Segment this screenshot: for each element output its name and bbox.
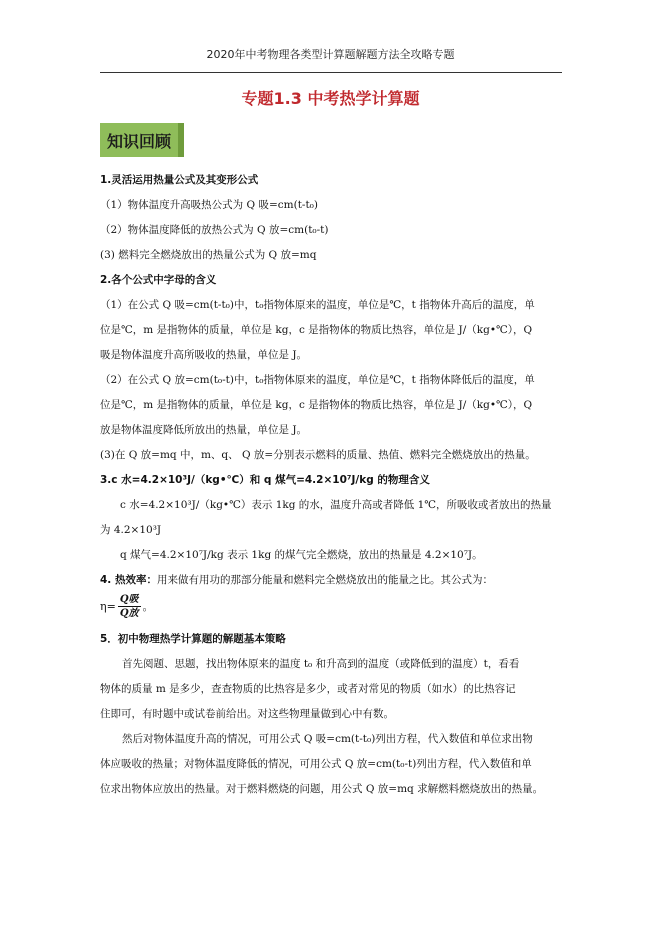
formula-denominator: Q放 — [119, 607, 139, 619]
section-label-box — [100, 123, 184, 157]
formula-item: （1）物体温度升高吸热公式为 Q 吸=cm(t-t₀) — [100, 199, 318, 211]
formula-lhs: η= — [100, 599, 116, 613]
paragraph-line: 位是℃，m 是指物体的质量，单位是 kg，c 是指物体的物质比热容，单位是 J/（kg•℃），Q — [100, 399, 533, 411]
content-body — [100, 172, 562, 798]
formula-numerator: Q吸 — [119, 593, 139, 605]
paragraph-line: (3)在 Q 放=mq 中，m、q、 Q 放=分别表示燃料的质量、热值、燃料完全燃烧放出的热量。 — [100, 449, 536, 461]
heading-4-text: 用来做有用功的那部分能量和燃料完全燃烧放出的能量之比。其公式为： — [156, 574, 493, 586]
paragraph-line: 首先阅题、思题，找出物体原来的温度 t₀ 和升高到的温度（或降低到的温度）t，看看 — [122, 658, 520, 670]
heading-3: 3.c 水=4.2×10³J/（kg•℃）和 q 煤气=4.2×10⁷J/kg 的物理含义 — [100, 474, 430, 486]
paragraph-line: 位求出物体应放出的热量。对于燃料燃烧的问题，用公式 Q 放=mq 求解燃料燃烧放出的热量。 — [100, 783, 544, 795]
paragraph-line: 体应吸收的热量；对物体温度降低的情况，可用公式 Q 放=cm(t₀-t)列出方程，代入数值和单 — [100, 758, 532, 770]
paragraph-line: （2）在公式 Q 放=cm(t₀-t)中，t₀指物体原来的温度，单位是℃，t 指物体降低后的温度，单 — [100, 374, 535, 386]
paragraph-line: 然后对物体温度升高的情况，可用公式 Q 吸=cm(t-t₀)列出方程，代入数值和单位求出物 — [122, 733, 533, 745]
formula-item: （2）物体温度降低的放热公式为 Q 放=cm(t₀-t) — [100, 224, 329, 236]
page-title: 专题1.3 中考热学计算题 — [241, 89, 420, 108]
heading-1: 1.灵活运用热量公式及其变形公式 — [100, 174, 259, 186]
heading-2: 2.各个公式中字母的含义 — [100, 274, 217, 286]
heading-4-label: 4. 热效率： — [100, 574, 157, 586]
header-divider — [100, 72, 562, 73]
paragraph-line: q 煤气=4.2×10⁷J/kg 表示 1kg 的煤气完全燃烧，放出的热量是 4.2×10⁷J。 — [120, 549, 483, 561]
paragraph-line: c 水=4.2×10³J/（kg•℃）表示 1kg 的水，温度升高或者降低 1℃，所吸收或者放出的热量 — [120, 499, 552, 511]
paragraph-line: 放是物体温度降低所放出的热量，单位是 J。 — [100, 424, 308, 436]
formula-tail: 。 — [142, 599, 154, 613]
paragraph-line: （1）在公式 Q 吸=cm(t-t₀)中，t₀指物体原来的温度，单位是℃，t 指物体升高后的温度，单 — [100, 299, 535, 311]
running-header: 2020年中考物理各类型计算题解题方法全攻略专题 — [206, 48, 455, 61]
heading-5: 5．初中物理热学计算题的解题基本策略 — [100, 633, 286, 645]
section-label: 知识回顾 — [106, 131, 171, 151]
paragraph-line: 吸是物体温度升高所吸收的热量，单位是 J。 — [100, 349, 308, 361]
paragraph-line: 物体的质量 m 是多少，查查物质的比热容是多少，或者对常见的物质（如水）的比热容记 — [100, 683, 516, 695]
formula-item: (3) 燃料完全燃烧放出的热量公式为 Q 放=mq — [100, 249, 317, 261]
heading-4-line — [100, 572, 562, 589]
efficiency-formula — [100, 589, 562, 623]
paragraph-line: 住即可，有时题中或试卷前给出。对这些物理量做到心中有数。 — [100, 708, 394, 720]
paragraph-line: 位是℃，m 是指物体的质量，单位是 kg，c 是指物体的物质比热容，单位是 J/（kg•℃），Q — [100, 324, 533, 336]
paragraph-line: 为 4.2×10³J — [100, 524, 162, 536]
formula-fraction — [118, 593, 141, 620]
